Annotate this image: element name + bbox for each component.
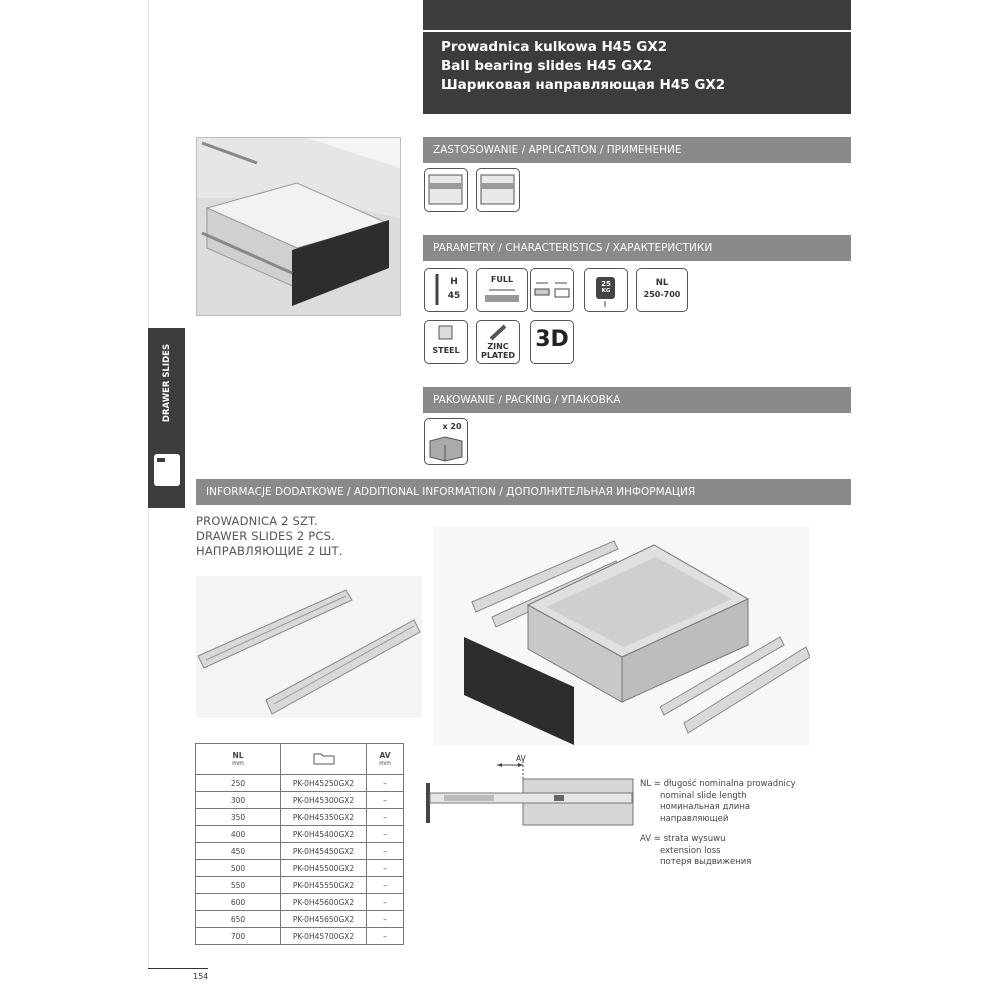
spec-table <box>195 743 404 945</box>
title-en: Ball bearing slides H45 GX2 <box>441 58 653 74</box>
packing-box-icon <box>424 418 468 465</box>
cell-av: – <box>367 877 404 894</box>
title-pl: Prowadnica kulkowa H45 GX2 <box>441 39 668 55</box>
three-d-label: 3D <box>535 327 569 352</box>
application-drawer-icon <box>424 168 468 212</box>
height-value: 45 <box>447 291 461 301</box>
title-band <box>423 0 851 30</box>
header-nl-unit: mm <box>232 760 244 767</box>
legend-nl-line4: направляющей <box>660 813 729 824</box>
height-letter: H <box>450 277 458 287</box>
section-characteristics: PARAMETRY / CHARACTERISTICS / ХАРАКТЕРИСТИКИ <box>423 235 851 261</box>
legend-nl-line2: nominal slide length <box>660 790 747 801</box>
cell-av: – <box>367 826 404 843</box>
cell-nl: 450 <box>196 843 281 860</box>
cell-nl: 700 <box>196 928 281 945</box>
height-icon <box>424 268 468 312</box>
header-av-unit: mm <box>379 760 391 767</box>
header-av <box>367 744 404 775</box>
legend-av <box>640 834 751 869</box>
section-application: ZASTOSOWANIE / APPLICATION / ПРИМЕНЕНИЕ <box>423 137 851 163</box>
cell-product-code: PK-0H45650GX2 <box>281 911 367 928</box>
cell-nl: 500 <box>196 860 281 877</box>
cell-product-code: PK-0H45450GX2 <box>281 843 367 860</box>
slide-extension-diagram <box>424 754 636 827</box>
cell-nl: 550 <box>196 877 281 894</box>
legend-av-line1: AV = strata wysuwu <box>640 834 726 844</box>
cell-av: – <box>367 792 404 809</box>
cell-nl: 350 <box>196 809 281 826</box>
legend-av-line3: потеря выдвижения <box>660 857 752 867</box>
packing-quantity: x 20 <box>442 422 462 431</box>
zinc-plated-icon <box>476 320 520 364</box>
page-title <box>423 32 851 114</box>
legend-nl <box>640 779 796 825</box>
finish-label-1: ZINC <box>487 342 509 351</box>
full-extension-icon <box>476 268 528 312</box>
cell-av: – <box>367 911 404 928</box>
nl-range: 250-700 <box>643 290 681 299</box>
page-number-rule <box>148 968 208 969</box>
contents-en: DRAWER SLIDES 2 PCS. <box>196 529 335 543</box>
header-nl <box>196 744 281 775</box>
cell-product-code: PK-0H45600GX2 <box>281 894 367 911</box>
cell-av: – <box>367 894 404 911</box>
legend-nl-line3: номинальная длина <box>660 802 751 812</box>
soft-close-icon <box>530 268 574 312</box>
cell-product-code: PK-0H45400GX2 <box>281 826 367 843</box>
assembly-exploded-photo <box>434 527 810 745</box>
cell-nl: 250 <box>196 775 281 792</box>
extension-label: FULL <box>490 275 514 284</box>
product-photo <box>196 137 401 316</box>
category-label: DRAWER SLIDES <box>161 343 172 423</box>
nl-label: NL <box>655 278 669 288</box>
cell-nl: 650 <box>196 911 281 928</box>
cell-av: – <box>367 860 404 877</box>
finish-label-2: PLATED <box>480 351 516 360</box>
material-label: STEEL <box>432 346 460 355</box>
nominal-length-icon <box>636 268 688 312</box>
table-row <box>196 877 404 894</box>
load-unit: KG <box>601 288 611 294</box>
title-ru: Шариковая направляющая H45 GX2 <box>441 77 726 93</box>
cell-nl: 300 <box>196 792 281 809</box>
cell-av: – <box>367 809 404 826</box>
contents-ru: НАПРАВЛЯЮЩИЕ 2 ШТ. <box>196 544 343 558</box>
cell-product-code: PK-0H45250GX2 <box>281 775 367 792</box>
header-code <box>281 744 367 775</box>
folder-icon <box>313 751 335 765</box>
3d-adjustment-icon <box>530 320 574 364</box>
cell-product-code: PK-0H45350GX2 <box>281 809 367 826</box>
cell-av: – <box>367 843 404 860</box>
header-av-label: AV <box>379 751 391 760</box>
table-row <box>196 792 404 809</box>
header-nl-label: NL <box>232 751 244 760</box>
cell-nl: 400 <box>196 826 281 843</box>
page-number: 154 <box>193 972 209 981</box>
av-dimension-label: AV <box>516 754 526 763</box>
table-row <box>196 894 404 911</box>
load-value: 25 <box>601 280 611 288</box>
cell-product-code: PK-0H45300GX2 <box>281 792 367 809</box>
table-row <box>196 843 404 860</box>
cell-product-code: PK-0H45700GX2 <box>281 928 367 945</box>
legend-nl-line1: NL = długość nominalna prowadnicy <box>640 779 796 789</box>
table-row <box>196 775 404 792</box>
application-cabinet-icon <box>476 168 520 212</box>
table-row <box>196 826 404 843</box>
contents-pl: PROWADNICA 2 SZT. <box>196 514 318 528</box>
table-row <box>196 860 404 877</box>
package-contents <box>196 514 343 559</box>
table-row <box>196 809 404 826</box>
table-header-row <box>196 744 404 775</box>
slides-pair-photo <box>196 576 422 718</box>
cell-product-code: PK-0H45500GX2 <box>281 860 367 877</box>
steel-icon <box>424 320 468 364</box>
cell-av: – <box>367 775 404 792</box>
load-capacity-icon <box>584 268 628 312</box>
section-packing: PAKOWANIE / PACKING / УПАКОВКА <box>423 387 851 413</box>
section-additional-info: INFORMACJE DODATKOWE / ADDITIONAL INFORMATION / ДОПОЛНИТЕЛЬНАЯ ИНФОРМАЦИЯ <box>196 479 851 505</box>
cell-nl: 600 <box>196 894 281 911</box>
legend-av-line2: extension loss <box>660 845 721 856</box>
cell-av: – <box>367 928 404 945</box>
table-row <box>196 928 404 945</box>
cell-product-code: PK-0H45550GX2 <box>281 877 367 894</box>
table-row <box>196 911 404 928</box>
